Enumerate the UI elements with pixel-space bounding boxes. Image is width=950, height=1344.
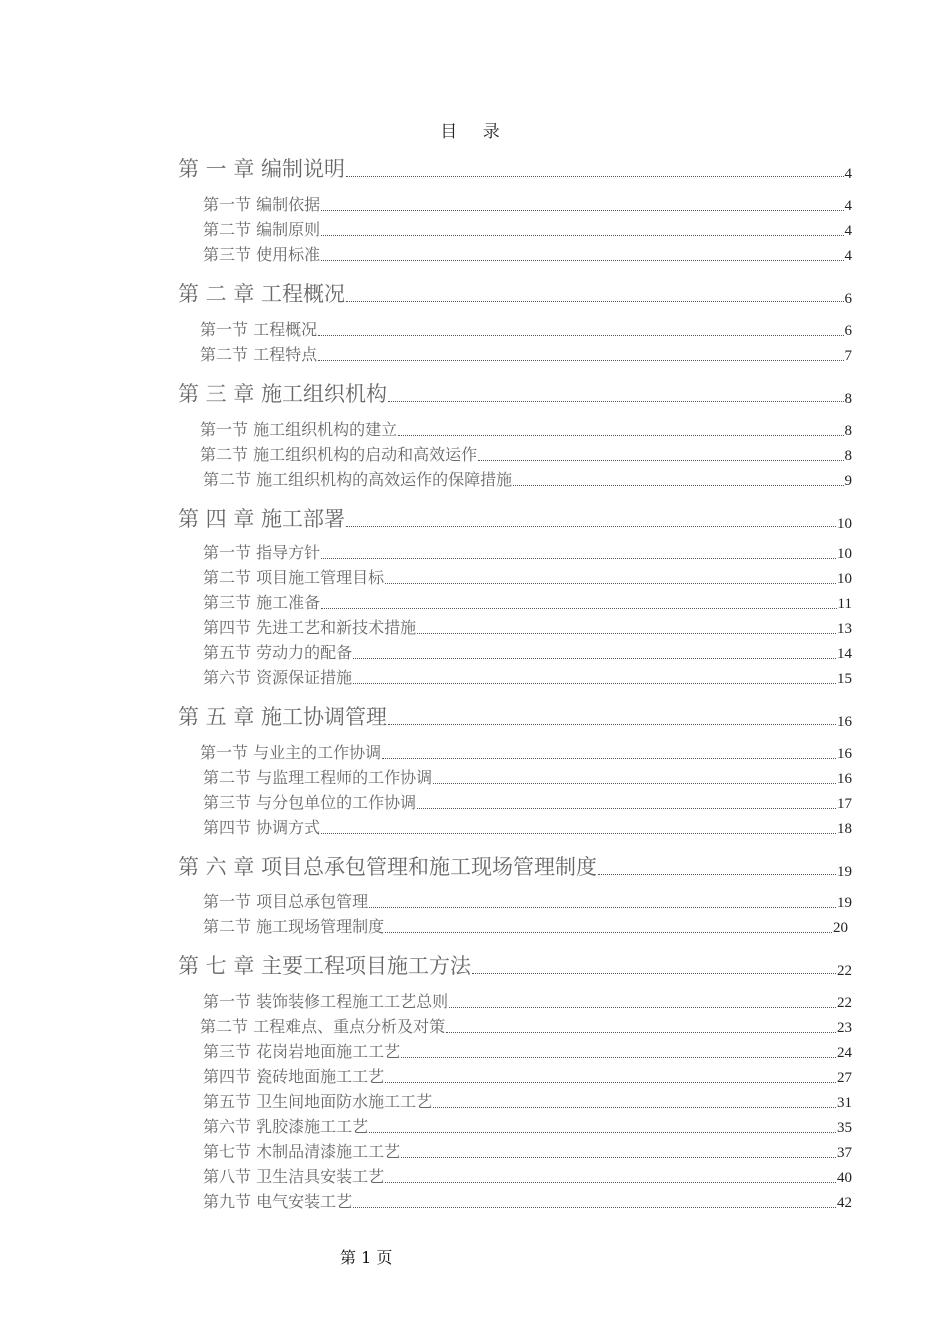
toc-entry-label: 第六节 资源保证措施 <box>203 668 353 687</box>
dot-leader <box>318 334 843 336</box>
toc-entry-page-number: 31 <box>837 1095 852 1111</box>
toc-entry-label: 第二节 工程难点、重点分析及对策 <box>200 1017 446 1036</box>
dot-leader <box>401 1056 836 1058</box>
toc-entry-label: 第一节 编制依据 <box>203 195 321 214</box>
toc-entry-page-number: 22 <box>837 995 852 1011</box>
toc-entry-label: 第二节 项目施工管理目标 <box>203 568 385 587</box>
toc-entry-label: 第一节 与业主的工作协调 <box>200 743 382 762</box>
dot-leader <box>321 209 843 211</box>
toc-entry-label: 第一节 施工组织机构的建立 <box>200 420 398 439</box>
toc-entry-page-number: 10 <box>837 516 852 532</box>
toc-entry-page-number: 19 <box>837 864 852 880</box>
toc-entry-page-number: 17 <box>837 796 852 812</box>
dot-leader <box>369 906 836 908</box>
dot-leader <box>433 782 836 784</box>
toc-section-entry[interactable] <box>200 318 852 340</box>
dot-leader <box>321 259 843 261</box>
dot-leader <box>321 832 836 834</box>
toc-entry-label: 第 一 章 编制说明 <box>178 157 346 181</box>
toc-entry-page-number: 6 <box>844 291 852 307</box>
dot-leader <box>388 723 836 725</box>
toc-entry-label: 第二节 施工组织机构的启动和高效运作 <box>200 445 478 464</box>
toc-section-entry[interactable] <box>203 1165 852 1187</box>
toc-entry-label: 第九节 电气安装工艺 <box>203 1192 353 1211</box>
toc-entry-label: 第三节 花岗岩地面施工工艺 <box>203 1042 401 1061</box>
dot-leader <box>449 1006 836 1008</box>
dot-leader <box>417 807 836 809</box>
toc-entry-page-number: 20 <box>833 920 848 936</box>
dot-leader <box>433 1106 836 1108</box>
toc-entry-label: 第 七 章 主要工程项目施工方法 <box>178 954 472 978</box>
toc-entry-page-number: 9 <box>844 473 852 489</box>
toc-entry-label: 第八节 卫生洁具安装工艺 <box>203 1167 385 1186</box>
dot-leader <box>478 459 843 461</box>
toc-section-entry[interactable] <box>203 766 852 788</box>
toc-entry-page-number: 8 <box>844 448 852 464</box>
toc-entry-page-number: 40 <box>837 1170 852 1186</box>
toc-entry-page-number: 35 <box>837 1120 852 1136</box>
toc-entry-page-number: 16 <box>837 771 852 787</box>
toc-entry-page-number: 16 <box>837 746 852 762</box>
toc-entry-label: 第七节 木制品清漆施工工艺 <box>203 1142 401 1161</box>
toc-entry-page-number: 23 <box>837 1020 852 1036</box>
toc-entry-page-number: 4 <box>844 166 852 182</box>
toc-section-entry[interactable] <box>203 890 852 912</box>
toc-entry-page-number: 19 <box>837 895 852 911</box>
dot-leader <box>346 300 843 302</box>
toc-entry-label: 第一节 工程概况 <box>200 320 318 339</box>
toc-entry-page-number: 4 <box>844 223 852 239</box>
toc-section-entry[interactable] <box>203 1065 852 1087</box>
toc-section-entry[interactable] <box>203 591 852 613</box>
toc-entry-label: 第四节 瓷砖地面施工工艺 <box>203 1067 385 1086</box>
dot-leader <box>318 359 843 361</box>
toc-entry-label: 第六节 乳胶漆施工工艺 <box>203 1117 369 1136</box>
toc-chapter-entry[interactable] <box>178 703 852 731</box>
toc-section-entry[interactable] <box>200 1015 852 1037</box>
toc-entry-page-number: 6 <box>844 323 852 339</box>
toc-entry-page-number: 10 <box>837 546 852 562</box>
toc-section-entry[interactable] <box>203 915 848 937</box>
dot-leader <box>321 234 843 236</box>
toc-entry-label: 第 四 章 施工部署 <box>178 507 346 531</box>
toc-section-entry[interactable] <box>203 1090 852 1112</box>
toc-entry-page-number: 4 <box>844 248 852 264</box>
toc-entry-page-number: 7 <box>844 348 852 364</box>
dot-leader <box>382 757 836 759</box>
dot-leader <box>388 400 843 402</box>
dot-leader <box>353 657 836 659</box>
toc-entry-label: 第一节 指导方针 <box>203 543 321 562</box>
toc-entry-page-number: 22 <box>837 963 852 979</box>
toc-section-entry[interactable] <box>203 193 852 215</box>
dot-leader <box>369 1131 836 1133</box>
toc-entry-page-number: 8 <box>844 391 852 407</box>
toc-chapter-entry[interactable] <box>178 380 852 408</box>
toc-entry-label: 第二节 施工现场管理制度 <box>203 917 385 936</box>
toc-section-entry[interactable] <box>203 566 852 588</box>
toc-entry-label: 第二节 施工组织机构的高效运作的保障措施 <box>203 470 513 489</box>
toc-entry-label: 第一节 装饰装修工程施工工艺总则 <box>203 992 449 1011</box>
toc-entry-label: 第二节 与监理工程师的工作协调 <box>203 768 433 787</box>
toc-section-entry[interactable] <box>203 816 852 838</box>
dot-leader <box>321 607 836 609</box>
dot-leader <box>346 175 843 177</box>
toc-chapter-entry[interactable] <box>178 952 852 980</box>
dot-leader <box>385 582 836 584</box>
toc-entry-page-number: 8 <box>844 423 852 439</box>
toc-entry-page-number: 15 <box>837 671 852 687</box>
toc-entry-label: 第 六 章 项目总承包管理和施工现场管理制度 <box>178 855 598 879</box>
page-number-footer: 第 1 页 <box>340 1248 393 1267</box>
toc-chapter-entry[interactable] <box>178 853 852 881</box>
toc-entry-label: 第三节 使用标准 <box>203 245 321 264</box>
toc-entry-label: 第二节 编制原则 <box>203 220 321 239</box>
toc-entry-page-number: 14 <box>837 646 852 662</box>
toc-entry-label: 第三节 施工准备 <box>203 593 321 612</box>
toc-section-entry[interactable] <box>203 641 852 663</box>
dot-leader <box>385 931 832 933</box>
toc-entry-page-number: 11 <box>837 596 852 612</box>
toc-section-entry[interactable] <box>203 791 852 813</box>
toc-entry-label: 第五节 卫生间地面防水施工工艺 <box>203 1092 433 1111</box>
dot-leader <box>385 1081 836 1083</box>
dot-leader <box>401 1156 836 1158</box>
toc-entry-page-number: 42 <box>837 1195 852 1211</box>
toc-section-entry[interactable] <box>203 1190 852 1212</box>
dot-leader <box>385 1181 836 1183</box>
toc-entry-label: 第 二 章 工程概况 <box>178 282 346 306</box>
toc-section-entry[interactable] <box>200 418 852 440</box>
toc-chapter-entry[interactable] <box>178 505 852 533</box>
dot-leader <box>353 1206 836 1208</box>
toc-entry-page-number: 4 <box>844 198 852 214</box>
toc-entry-label: 第一节 项目总承包管理 <box>203 892 369 911</box>
toc-entry-page-number: 27 <box>837 1070 852 1086</box>
toc-entry-page-number: 37 <box>837 1145 852 1161</box>
toc-section-entry[interactable] <box>203 990 852 1012</box>
toc-entry-label: 第二节 工程特点 <box>200 345 318 364</box>
toc-section-entry[interactable] <box>203 218 852 240</box>
toc-section-entry[interactable] <box>203 541 852 563</box>
toc-entry-label: 第 三 章 施工组织机构 <box>178 382 388 406</box>
toc-title: 目 录 <box>440 122 510 142</box>
toc-entry-page-number: 24 <box>837 1045 852 1061</box>
dot-leader <box>598 873 836 875</box>
dot-leader <box>446 1031 836 1033</box>
dot-leader <box>346 525 836 527</box>
toc-section-entry[interactable] <box>203 1115 852 1137</box>
dot-leader <box>398 434 843 436</box>
dot-leader <box>353 682 836 684</box>
toc-entry-label: 第五节 劳动力的配备 <box>203 643 353 662</box>
dot-leader <box>417 632 836 634</box>
toc-section-entry[interactable] <box>203 243 852 265</box>
toc-section-entry[interactable] <box>200 741 852 763</box>
toc-entry-label: 第四节 先进工艺和新技术措施 <box>203 618 417 637</box>
toc-entry-page-number: 16 <box>837 714 852 730</box>
toc-section-entry[interactable] <box>203 666 852 688</box>
toc-section-entry[interactable] <box>200 343 852 365</box>
toc-section-entry[interactable] <box>200 443 852 465</box>
toc-entry-label: 第四节 协调方式 <box>203 818 321 837</box>
dot-leader <box>472 972 836 974</box>
toc-chapter-entry[interactable] <box>178 280 852 308</box>
toc-entry-page-number: 10 <box>837 571 852 587</box>
toc-section-entry[interactable] <box>203 1140 852 1162</box>
toc-section-entry[interactable] <box>203 1040 852 1062</box>
toc-section-entry[interactable] <box>203 616 852 638</box>
toc-entry-page-number: 13 <box>837 621 852 637</box>
dot-leader <box>513 484 843 486</box>
toc-entry-label: 第 五 章 施工协调管理 <box>178 705 388 729</box>
toc-entry-page-number: 18 <box>837 821 852 837</box>
toc-entry-label: 第三节 与分包单位的工作协调 <box>203 793 417 812</box>
toc-section-entry[interactable] <box>203 468 852 490</box>
dot-leader <box>321 557 836 559</box>
toc-chapter-entry[interactable] <box>178 155 852 183</box>
